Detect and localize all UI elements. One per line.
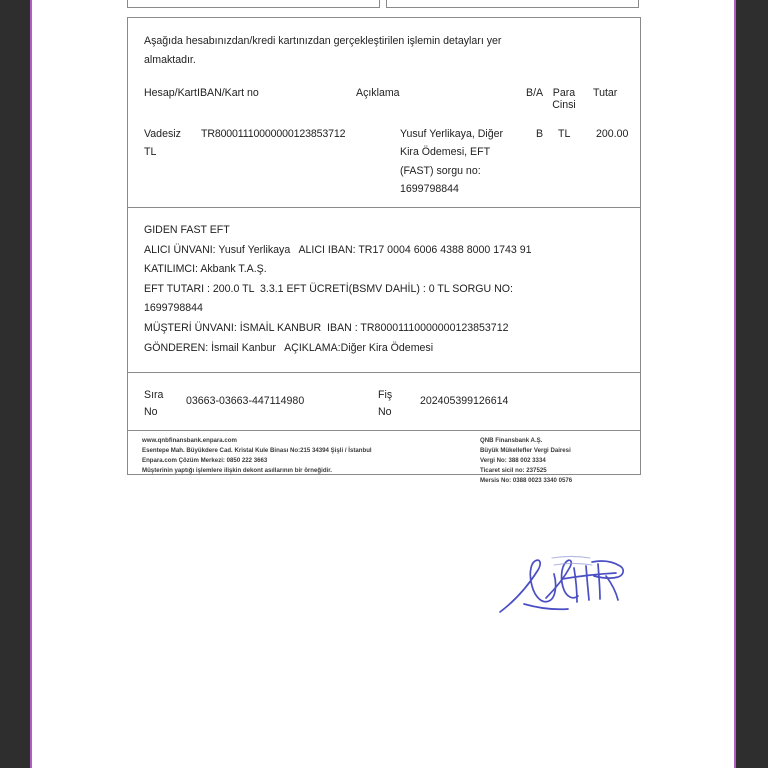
transaction-account-type-line2: TL (144, 146, 157, 159)
transaction-description (400, 125, 510, 198)
column-headers (128, 71, 640, 111)
footer-disclaimer: Müşterinin yaptığı işlemlere ilişkin dekont asıllarının bir örneğidir. (142, 466, 332, 474)
transaction-description-line4: 1699798844 (400, 182, 459, 195)
footer-address: Esentepe Mah. Büyükdere Cad. Kristal Kule Binası No:215 34394 Şişli / İstanbul (142, 447, 372, 455)
detail-line-4: EFT TUTARI : 200.0 TL 3.3.1 EFT ÜCRETİ(BSMV DAHİL) : 0 TL SORGU NO: (144, 282, 513, 295)
transaction-account-type-line1: Vadesiz (144, 128, 181, 141)
intro-text (128, 18, 640, 71)
footer-tax-office: Büyük Mükellefler Vergi Dairesi (480, 447, 571, 455)
intro-line-2: almaktadır. (144, 53, 196, 66)
transaction-description-line1: Yusuf Yerlikaya, Diğer (400, 128, 504, 141)
column-header-currency (545, 87, 583, 111)
detail-line-1: GIDEN FAST EFT (144, 224, 230, 237)
footer-mersis-no: Mersis No: 0388 0023 3340 0576 (480, 476, 573, 484)
column-header-description: Açıklama (356, 87, 400, 100)
detail-line-5: 1699798844 (144, 302, 203, 315)
footer-right-column (480, 436, 572, 485)
fis-no-label-line1: Fiş (378, 389, 393, 402)
handwritten-signature (494, 552, 644, 622)
sira-no-label (144, 387, 178, 420)
column-header-ba: B/A (526, 87, 544, 100)
footer-left-column (142, 436, 372, 475)
receipt-table (127, 17, 641, 484)
right-gutter (734, 0, 768, 768)
transaction-currency: TL (558, 128, 571, 141)
detail-line-7: GÖNDEREN: İsmail Kanbur AÇIKLAMA:Diğer Kira Ödemesi (144, 341, 434, 354)
detail-line-2: ALICI ÜNVANI: Yusuf Yerlikaya ALICI IBAN: TR17 0004 6006 4388 8000 1743 91 (144, 243, 532, 256)
footer-support-center: Enpara.com Çözüm Merkezi: 0850 222 3663 (142, 456, 268, 464)
fis-no-label-line2: No (378, 405, 392, 418)
fast-eft-detail-block (128, 207, 640, 372)
transaction-ba: B (536, 128, 544, 141)
signature-strokes (494, 552, 644, 622)
transaction-row (128, 111, 640, 207)
footer-website: www.qnbfinansbank.enpara.com (142, 437, 237, 445)
reference-numbers (128, 372, 640, 430)
top-box-left (127, 0, 380, 8)
sira-no-value: 03663-03663-447114980 (186, 395, 305, 408)
footer-bank-name: QNB Finansbank A.Ş. (480, 437, 543, 445)
intro-line-1: Aşağıda hesabınızdan/kredi kartınızdan gerçekleştirilen işlemin detayları yer (144, 35, 502, 47)
top-box-right (386, 0, 639, 8)
top-clipped-boxes (127, 0, 639, 8)
transaction-iban: TR80001110000000123853712 (201, 128, 346, 141)
footer-fine-print (128, 430, 640, 484)
sira-no-label-line1: Sıra (144, 389, 164, 402)
column-header-amount: Tutar (593, 87, 618, 100)
transaction-description-line3: (FAST) sorgu no: (400, 164, 481, 177)
column-header-currency-line2: Cinsi (552, 99, 576, 112)
transaction-description-line2: Kira Ödemesi, EFT (400, 146, 491, 159)
transaction-amount: 200.00 (596, 128, 629, 141)
footer-trade-reg-no: Ticaret sicil no: 237525 (480, 466, 547, 474)
fis-no-label (378, 387, 412, 420)
fis-no-value: 202405399126614 (420, 395, 509, 408)
column-header-currency-line1: Para (552, 87, 576, 100)
footer-tax-number: Vergi No: 388 002 3334 (480, 456, 546, 464)
detail-line-3: KATILIMCI: Akbank T.A.Ş. (144, 263, 267, 276)
detail-line-6: MÜŞTERİ ÜNVANI: İSMAİL KANBUR IBAN : TR80001110000000123853712 (144, 322, 509, 335)
document-page (32, 0, 734, 768)
sira-no-label-line2: No (144, 405, 158, 418)
column-header-account: Hesap/KartIBAN/Kart no (144, 87, 259, 100)
left-gutter (0, 0, 32, 768)
transaction-account-type (144, 125, 204, 161)
